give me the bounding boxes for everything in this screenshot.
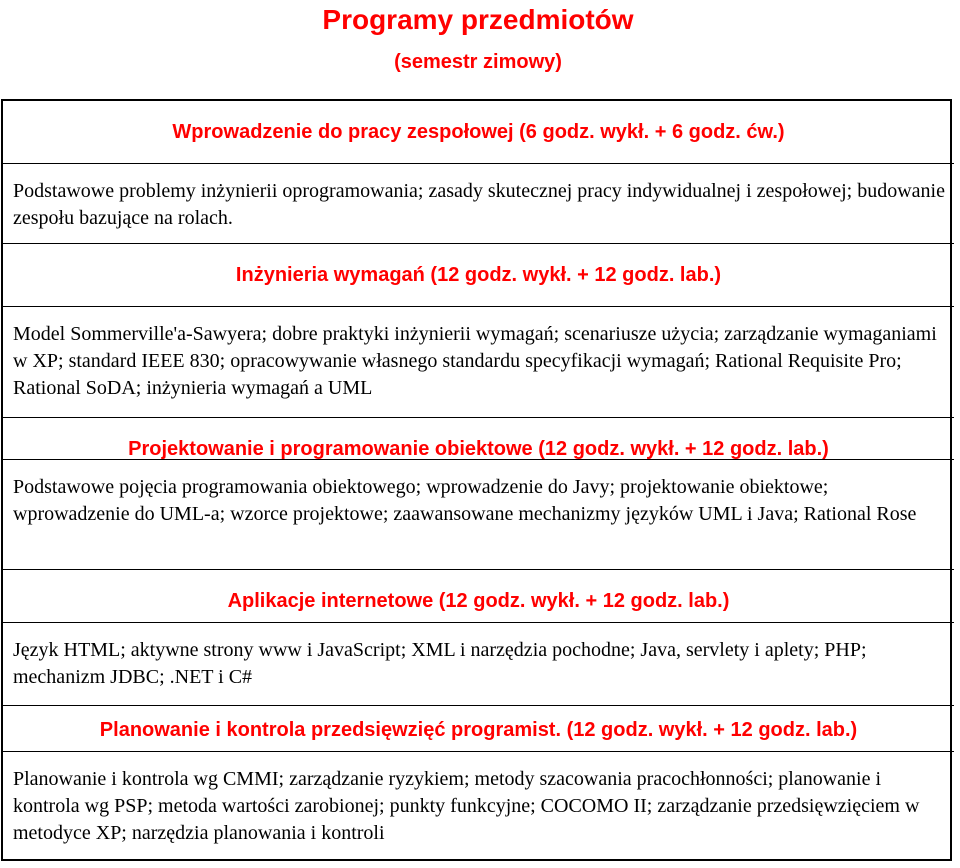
section-description: Planowanie i kontrola wg CMMI; zarządzanie ryzykiem; metody szacowania pracochłonności; planowanie i kontrola wg PSP; metoda wartości zarobionej; punkty funkcyjne; COCOMO II; zarządzanie przedsięwzięciem w metodyce XP; narzędzia planowania i kontroli bbox=[3, 751, 954, 859]
section-description: Język HTML; aktywne strony www i JavaScript; XML i narzędzia pochodne; Java, servlety i aplety; PHP; mechanizm JDBC; .NET i C# bbox=[3, 622, 954, 706]
section-description: Podstawowe pojęcia programowania obiektowego; wprowadzenie do Javy; projektowanie obiektowe; wprowadzenie do UML-a; wzorce projektowe; zaawansowane mechanizmy języków UML i Java; Rational Rose bbox=[3, 459, 954, 570]
section-heading: Planowanie i kontrola przedsięwzięć programist. (12 godz. wykł. + 12 godz. lab.) bbox=[99, 719, 858, 741]
section-heading: Aplikacje internetowe (12 godz. wykł. + 12 godz. lab.) bbox=[227, 590, 730, 612]
section-heading: Inżynieria wymagań (12 godz. wykł. + 12 godz. lab.) bbox=[235, 264, 722, 286]
section-description: Model Sommerville'a-Sawyera; dobre praktyki inżynierii wymagań; scenariusze użycia; zarządzanie wymaganiami w XP; standard IEEE 830; opracowywanie własnego standardu specyfikacji wymagań; Rational Requisite Pro; Rational SoDA; inżynieria wymagań a UML bbox=[3, 306, 954, 418]
page-subtitle: (semestr zimowy) bbox=[394, 51, 562, 73]
section-heading: Wprowadzenie do pracy zespołowej (6 godz. wykł. + 6 godz. ćw.) bbox=[172, 121, 785, 143]
section-description: Podstawowe problemy inżynierii oprogramowania; zasady skutecznej pracy indywidualnej i zespołowej; budowanie zespołu bazujące na rolach. bbox=[3, 163, 954, 244]
section-heading: Projektowanie i programowanie obiektowe (12 godz. wykł. + 12 godz. lab.) bbox=[128, 438, 829, 460]
page-title: Programy przedmiotów bbox=[322, 4, 634, 35]
course-programs-table bbox=[1, 99, 952, 861]
